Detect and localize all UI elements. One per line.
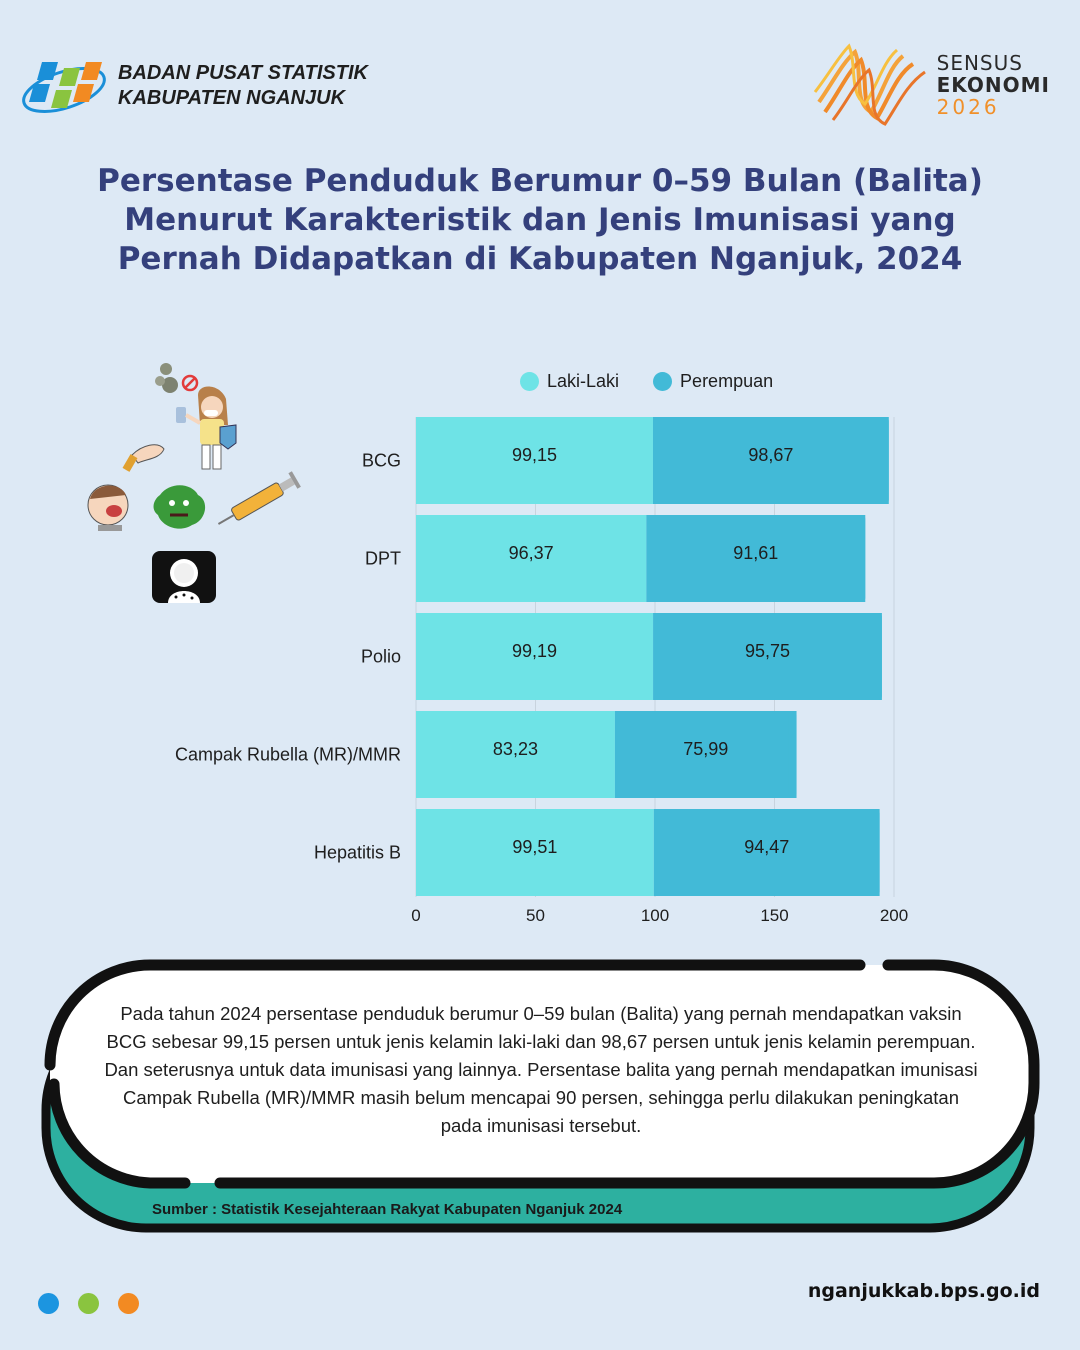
data-label: 83,23 [492,739,538,759]
data-label: 95,75 [744,641,791,661]
census-line2: EKONOMI [936,73,1050,97]
bar-end-cap [881,417,889,504]
legend-swatch-perempuan [653,372,672,391]
category-label: Hepatitis B [313,842,401,863]
legend-item-perempuan [653,371,773,392]
category-label: BCG [361,450,401,471]
sensus-header [813,42,1050,128]
org-name: BADAN PUSAT STATISTIK [118,62,368,84]
bps-header [20,50,368,122]
census-line1: SENSUS [936,51,1023,75]
bar-end-cap [874,613,882,700]
title-line-1: Persentase Penduduk Berumur 0–59 Bulan (Balita) [97,163,983,199]
x-tick-label: 150 [760,906,789,925]
data-label: 94,47 [744,837,790,857]
category-label: Campak Rubella (MR)/MMR [174,744,401,765]
category-label: DPT [365,548,401,569]
org-region: KABUPATEN NGANJUK [118,87,346,109]
x-tick-label: 200 [879,906,909,925]
source-note: Sumber : Statistik Kesejahteraan Rakyat Kabupaten Nganjuk 2024 [152,1201,623,1218]
legend-item-laki [520,371,619,392]
data-label: 75,99 [683,739,729,759]
data-label: 91,61 [733,543,779,563]
virus-icon [155,363,197,393]
title-line-2: Menurut Karakteristik dan Jenis Imunisasi yang [124,202,956,238]
data-label: 99,19 [512,641,558,661]
data-label: 99,15 [511,445,558,465]
data-label: 99,51 [512,837,558,857]
bar-end-cap [857,515,865,602]
legend-label-laki: Laki-Laki [547,371,620,391]
title-line-3: Pernah Didapatkan di Kabupaten Nganjuk, 2024 [117,241,963,277]
dot-green [78,1293,99,1314]
x-tick-label: 0 [411,906,421,925]
legend-swatch-laki [520,372,539,391]
dot-blue [38,1293,59,1314]
data-label: 98,67 [748,445,794,465]
bar-end-cap [872,809,880,896]
census-year: 2026 [936,95,1000,119]
stacked-bar-chart [0,400,1080,930]
bps-logo-icon [20,50,108,122]
category-label: Polio [360,646,401,667]
x-tick-label: 50 [526,906,545,925]
website-url[interactable]: nganjukkab.bps.go.id [807,1280,1040,1302]
chart-title [60,162,1020,279]
summary-text: Pada tahun 2024 persentase penduduk berumur 0–59 bulan (Balita) yang pernah mendapatkan vaksin BCG sebesar 99,15 persen untuk jenis kelamin laki-laki dan 98,67 persen untuk jenis kelamin perempuan. Dan seterusnya untuk data imunisasi yang lainnya. Persentase balita yang pernah mendapatkan imunisasi Campak Rubella (MR)/MMR masih belum mencapai 90 persen, sehingga perlu dilakukan peningkatan pada imunisasi tersebut. [104,1003,978,1136]
x-tick-label: 100 [640,906,670,925]
bar-end-cap [789,711,797,798]
legend-label-perempuan: Perempuan [680,371,774,391]
sensus-ekonomi-logo-icon [813,42,931,128]
footer-dots [38,1293,158,1314]
dot-orange [118,1293,139,1314]
data-label: 96,37 [508,543,554,563]
chart-legend [520,371,807,392]
